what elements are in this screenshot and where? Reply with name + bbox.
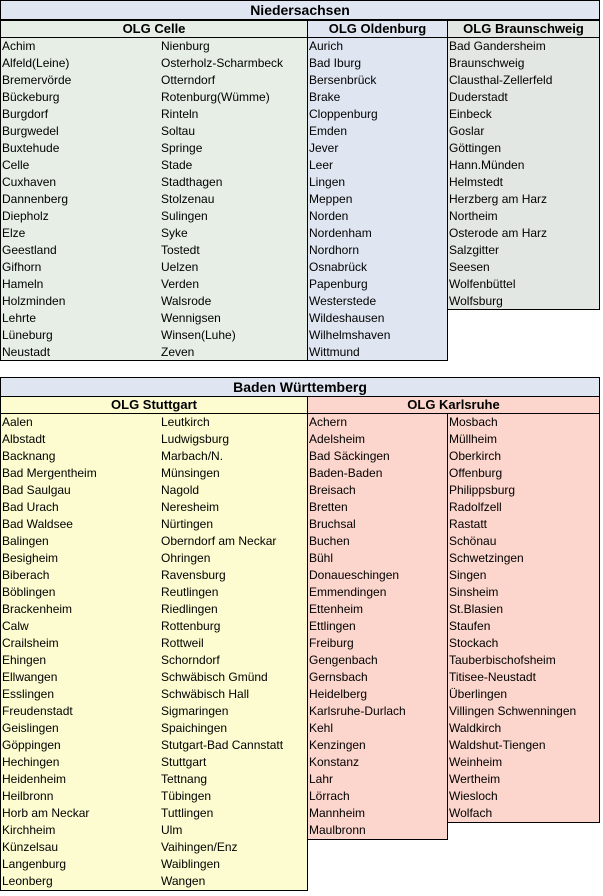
court-list-item: Stutgart-Bad Cannstatt: [161, 738, 284, 752]
court-list-item: Rotenburg(Wümme): [161, 90, 270, 104]
court-list-item: Biberach: [2, 568, 50, 582]
court-list-item: Calw: [2, 619, 29, 633]
court-list-item: Northeim: [449, 209, 498, 223]
court-list-item: Papenburg: [309, 277, 368, 291]
court-list-item: Marbach/N.: [161, 449, 224, 463]
court-list-item: Winsen(Luhe): [161, 328, 236, 342]
olg-stuttgart-header: OLG Stuttgart: [0, 396, 308, 414]
court-list-item: Wittmund: [309, 345, 360, 359]
court-list-item: Bad Urach: [2, 500, 59, 514]
court-list-item: Nürtingen: [161, 517, 214, 531]
court-list-item: Titisee-Neustadt: [449, 670, 536, 684]
court-list-item: Wolfach: [449, 806, 493, 820]
court-list-item: Bersenbrück: [309, 73, 377, 87]
court-list-item: Singen: [449, 568, 487, 582]
court-list-item: Springe: [161, 141, 203, 155]
court-list-item: Heidelberg: [309, 687, 368, 701]
court-list-item: Tübingen: [161, 789, 212, 803]
court-list-item: Schwetzingen: [449, 551, 524, 565]
court-list-item: Bad Waldsee: [2, 517, 73, 531]
court-list-item: Konstanz: [309, 755, 360, 769]
court-list-item: Uelzen: [161, 260, 199, 274]
court-list-item: Leutkirch: [161, 415, 210, 429]
court-list-item: Riedlingen: [161, 602, 218, 616]
court-list-item: Elze: [2, 226, 26, 240]
olg-oldenburg-header: OLG Oldenburg: [307, 20, 448, 38]
court-list-item: Freiburg: [309, 636, 354, 650]
court-list-item: Göppingen: [2, 738, 61, 752]
court-list-item: Celle: [2, 158, 30, 172]
court-list-item: Kehl: [309, 721, 334, 735]
court-list-item: Langenburg: [2, 857, 67, 871]
court-list-item: Einbeck: [449, 107, 492, 121]
court-list-item: Balingen: [2, 534, 49, 548]
court-list-item: Ettlingen: [309, 619, 356, 633]
court-list-item: Burgdorf: [2, 107, 49, 121]
court-list-item: Schorndorf: [161, 653, 220, 667]
court-list-item: Neresheim: [161, 500, 220, 514]
court-list-item: Stockach: [449, 636, 499, 650]
court-list-item: Adelsheim: [309, 432, 366, 446]
court-list-item: Nordenham: [309, 226, 372, 240]
court-list-item: Besigheim: [2, 551, 59, 565]
court-list-item: Rinteln: [161, 107, 199, 121]
court-list-item: Hechingen: [2, 755, 60, 769]
court-list-item: Neustadt: [2, 345, 51, 359]
court-list-item: Freudenstadt: [2, 704, 73, 718]
court-list-item: Lehrte: [2, 311, 37, 325]
court-list-item: Bad Iburg: [309, 56, 362, 70]
court-list-item: Buxtehude: [2, 141, 60, 155]
court-list-item: Cuxhaven: [2, 175, 57, 189]
court-list-item: Donaueschingen: [309, 568, 400, 582]
court-list-item: Künzelsau: [2, 840, 59, 854]
court-list-item: Tostedt: [161, 243, 200, 257]
court-list-item: Osterholz-Scharmbeck: [161, 56, 284, 70]
court-list-item: Geestland: [2, 243, 57, 257]
court-list-item: Wolfenbüttel: [449, 277, 516, 291]
court-list-item: Ehingen: [2, 653, 47, 667]
court-list-item: Wennigsen: [161, 311, 221, 325]
court-list-item: Oberndorf am Neckar: [161, 534, 277, 548]
court-list-item: Spaichingen: [161, 721, 228, 735]
olg-karlsruhe-list-2: [447, 414, 599, 822]
court-list-item: Wilhelmshaven: [309, 328, 391, 342]
court-list-item: Gernsbach: [309, 670, 368, 684]
court-list-item: Gifhorn: [2, 260, 42, 274]
court-list-item: Schwäbisch Hall: [161, 687, 250, 701]
court-list-item: Bad Gandersheim: [449, 39, 546, 53]
olg-karlsruhe-list-1: [307, 414, 447, 839]
court-list-item: Bremervörde: [2, 73, 72, 87]
court-list-item: Heilbronn: [2, 789, 54, 803]
court-list-item: Schwäbisch Gmünd: [161, 670, 268, 684]
court-list-item: Sinsheim: [449, 585, 499, 599]
court-list-item: Philippsburg: [449, 483, 516, 497]
court-list-item: Müllheim: [449, 432, 498, 446]
court-list-item: Brackenheim: [2, 602, 73, 616]
court-list-item: Emden: [309, 124, 348, 138]
court-list-item: Crailsheim: [2, 636, 59, 650]
court-list-item: Nordhorn: [309, 243, 360, 257]
court-list-item: Backnang: [2, 449, 56, 463]
court-list-item: Bretten: [309, 500, 348, 514]
court-list-item: Osterode am Harz: [449, 226, 548, 240]
court-list-item: Achim: [2, 39, 36, 53]
court-list-item: Leer: [309, 158, 334, 172]
court-list-item: Böblingen: [2, 585, 56, 599]
court-list-item: Wangen: [161, 874, 206, 888]
court-list-item: Braunschweig: [449, 56, 525, 70]
court-list-item: Bruchsal: [309, 517, 356, 531]
court-list-item: Göttingen: [449, 141, 502, 155]
court-list-item: Albstadt: [2, 432, 46, 446]
olg-braunschweig-header: OLG Braunschweig: [447, 20, 600, 38]
court-list-item: Burgwedel: [2, 124, 59, 138]
court-list-item: Mosbach: [449, 415, 498, 429]
court-list-item: Baden-Baden: [309, 466, 383, 480]
court-list-item: Bad Säckingen: [309, 449, 390, 463]
court-list-item: Wertheim: [449, 772, 501, 786]
court-list-item: Duderstadt: [449, 90, 508, 104]
court-list-item: Nienburg: [161, 39, 210, 53]
court-list-item: Cloppenburg: [309, 107, 378, 121]
court-list-item: Bad Mergentheim: [2, 466, 97, 480]
court-list-item: Ravensburg: [161, 568, 226, 582]
court-list-item: Stade: [161, 158, 193, 172]
court-list-item: Aurich: [309, 39, 344, 53]
olg-karlsruhe-header: OLG Karlsruhe: [307, 396, 600, 414]
court-list-item: Bad Saulgau: [2, 483, 71, 497]
court-list-item: Otterndorf: [161, 73, 216, 87]
court-list-item: Sigmaringen: [161, 704, 229, 718]
court-list-item: Weinheim: [449, 755, 503, 769]
court-list-item: Wildeshausen: [309, 311, 385, 325]
olg-oldenburg-list: [307, 38, 447, 361]
court-list-item: Münsingen: [161, 466, 220, 480]
court-list-item: Ludwigsburg: [161, 432, 230, 446]
court-list-item: Wiesloch: [449, 789, 498, 803]
court-list-item: Gengenbach: [309, 653, 378, 667]
court-list-item: Wolfsburg: [449, 294, 503, 308]
court-list-item: Offenburg: [449, 466, 503, 480]
court-list-item: Helmstedt: [449, 175, 504, 189]
court-list-item: Stolzenau: [161, 192, 215, 206]
niedersachsen-title: Niedersachsen: [0, 0, 600, 20]
court-list-item: Meppen: [309, 192, 353, 206]
court-list-item: St.Blasien: [449, 602, 504, 616]
court-list-item: Buchen: [309, 534, 350, 548]
court-list-item: Esslingen: [2, 687, 55, 701]
court-list-item: Ulm: [161, 823, 183, 837]
court-list-item: Tauberbischofsheim: [449, 653, 556, 667]
olg-stuttgart-list-2: [159, 414, 307, 890]
baden-wuerttemberg-title: Baden Württemberg: [0, 377, 600, 397]
court-list-item: Staufen: [449, 619, 491, 633]
court-list-item: Vaihingen/Enz: [161, 840, 238, 854]
court-list-item: Holzminden: [2, 294, 66, 308]
court-list-item: Clausthal-Zellerfeld: [449, 73, 553, 87]
court-list-item: Heidenheim: [2, 772, 67, 786]
court-list-item: Lahr: [309, 772, 334, 786]
court-list-item: Dannenberg: [2, 192, 69, 206]
court-list-item: Ohringen: [161, 551, 211, 565]
court-list-item: Rottenburg: [161, 619, 221, 633]
court-list-item: Jever: [309, 141, 339, 155]
court-list-item: Emmendingen: [309, 585, 387, 599]
court-list-item: Sulingen: [161, 209, 208, 223]
court-list-item: Leonberg: [2, 874, 53, 888]
court-list-item: Karlsruhe-Durlach: [309, 704, 406, 718]
court-list-item: Lüneburg: [2, 328, 53, 342]
court-list-item: Villingen Schwenningen: [449, 704, 577, 718]
olg-stuttgart-list-1: [0, 414, 158, 890]
court-list-item: Lingen: [309, 175, 346, 189]
court-list-item: Waiblingen: [161, 857, 220, 871]
court-list-item: Alfeld(Leine): [2, 56, 70, 70]
court-list-item: Bühl: [309, 551, 334, 565]
court-list-item: Geislingen: [2, 721, 59, 735]
court-list-item: Seesen: [449, 260, 490, 274]
court-list-item: Schönau: [449, 534, 497, 548]
court-list-item: Horb am Neckar: [2, 806, 90, 820]
court-list-item: Diepholz: [2, 209, 49, 223]
court-list-item: Rastatt: [449, 517, 488, 531]
court-list-item: Ettenheim: [309, 602, 364, 616]
olg-braunschweig-list: [447, 38, 599, 310]
court-list-item: Stuttgart: [161, 755, 207, 769]
court-list-item: Westerstede: [309, 294, 377, 308]
court-list-item: Osnabrück: [309, 260, 368, 274]
court-list-item: Ellwangen: [2, 670, 58, 684]
court-list-item: Tettnang: [161, 772, 208, 786]
court-list-item: Verden: [161, 277, 200, 291]
court-list-item: Salzgitter: [449, 243, 500, 257]
court-list-item: Soltau: [161, 124, 196, 138]
court-list-item: Kenzingen: [309, 738, 366, 752]
court-list-item: Nagold: [161, 483, 200, 497]
court-list-item: Radolfzell: [449, 500, 502, 514]
court-list-item: Walsrode: [161, 294, 212, 308]
court-list-item: Breisach: [309, 483, 356, 497]
court-list-item: Achern: [309, 415, 348, 429]
court-list-item: Bückeburg: [2, 90, 60, 104]
court-list-item: Mannheim: [309, 806, 366, 820]
court-list-item: Überlingen: [449, 687, 508, 701]
court-list-item: Syke: [161, 226, 188, 240]
olg-celle-header: OLG Celle: [0, 20, 308, 38]
olg-celle-list-1: [0, 38, 158, 361]
court-list-item: Waldkirch: [449, 721, 502, 735]
olg-celle-list-2: [159, 38, 307, 361]
court-list-item: Goslar: [449, 124, 485, 138]
court-list-item: Kirchheim: [2, 823, 56, 837]
court-list-item: Stadthagen: [161, 175, 223, 189]
court-list-item: Aalen: [2, 415, 33, 429]
court-list-item: Maulbronn: [309, 823, 366, 837]
court-list-item: Oberkirch: [449, 449, 502, 463]
court-list-item: Waldshut-Tiengen: [449, 738, 546, 752]
court-list-item: Brake: [309, 90, 341, 104]
court-list-item: Herzberg am Harz: [449, 192, 548, 206]
court-list-item: Hann.Münden: [449, 158, 525, 172]
court-list-item: Norden: [309, 209, 349, 223]
court-list-item: Reutlingen: [161, 585, 219, 599]
court-list-item: Lörrach: [309, 789, 350, 803]
court-list-item: Hameln: [2, 277, 44, 291]
court-list-item: Tuttlingen: [161, 806, 214, 820]
court-list-item: Rottweil: [161, 636, 204, 650]
court-list-item: Zeven: [161, 345, 195, 359]
